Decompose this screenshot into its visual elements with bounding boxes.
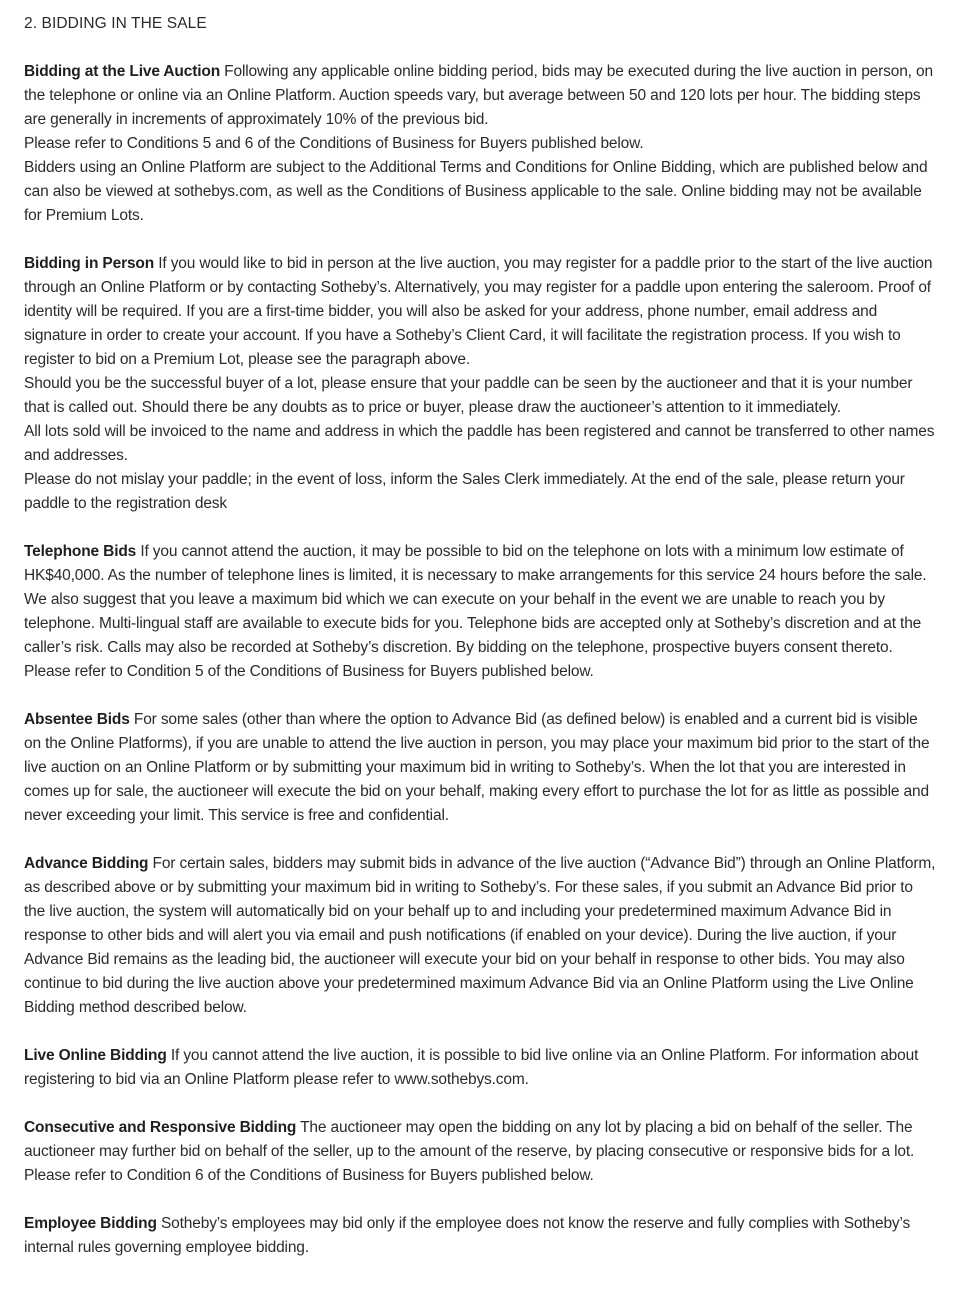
paragraph: [24, 1116, 938, 1188]
section-live-online-bidding: [24, 1044, 938, 1092]
paragraph: Bidders using an Online Platform are subject to the Additional Terms and Conditions for Online Bidding, which are published below and can also be viewed at sothebys.com, as well as the Conditions of Business applicable to the sale. Online bidding may not be available for Premium Lots.: [24, 159, 928, 224]
paragraph: [24, 60, 938, 132]
section-title: Advance Bidding: [24, 855, 149, 872]
section-title: Bidding at the Live Auction: [24, 63, 221, 80]
section-telephone-bids: [24, 540, 938, 684]
section-body-text: For some sales (other than where the option to Advance Bid (as defined below) is enabled and a current bid is visible on the Online Platforms), if you are unable to attend the live auction in person, you may place your maximum bid prior to the start of the live auction on an Online Platform or by submitting your maximum bid in writing to Sotheby’s. When the lot that you are interested in comes up for sale, the auctioneer will execute the bid on your behalf, making every effort to purchase the lot for as little as possible and never exceeding your limit. This service is free and confidential.: [24, 711, 930, 824]
paragraph: Should you be the successful buyer of a lot, please ensure that your paddle can be seen by the auctioneer and that it is your number that is called out. Should there be any doubts as to price or buyer, please draw the auctioneer’s attention to it immediately.: [24, 375, 913, 416]
section-heading: 2. BIDDING IN THE SALE: [24, 15, 207, 32]
section-body-text: If you cannot attend the live auction, it is possible to bid live online via an Online Platform. For information about registering to bid via an Online Platform please refer to www.sothebys.com.: [24, 1047, 919, 1088]
section-body-text: For certain sales, bidders may submit bids in advance of the live auction (“Advance Bid”) through an Online Platform, as described above or by submitting your maximum bid in writing to Sotheby’s. For these sales, if you submit an Advance Bid prior to the live auction, the system will automatically bid on your behalf up to and including your predetermined maximum Advance Bid in response to other bids and will alert you via email and push notifications (if enabled on your device). During the live auction, if your Advance Bid remains as the leading bid, the auctioneer will execute your bid on your behalf in response to other bids. You may also continue to bid during the live auction above your predetermined maximum Advance Bid via an Online Platform using the Live Online Bidding method described below.: [24, 855, 936, 1016]
section-title: Live Online Bidding: [24, 1047, 167, 1064]
section-title: Employee Bidding: [24, 1215, 157, 1232]
section-absentee-bids: [24, 708, 938, 828]
paragraph: Please refer to Conditions 5 and 6 of the Conditions of Business for Buyers published below.: [24, 135, 644, 152]
paragraph: All lots sold will be invoiced to the name and address in which the paddle has been registered and cannot be transferred to other names and addresses.: [24, 423, 935, 464]
section-title: Absentee Bids: [24, 711, 130, 728]
document-page: [24, 12, 938, 1284]
section-advance-bidding: [24, 852, 938, 1020]
section-body-text: Following any applicable online bidding period, bids may be executed during the live auction in person, on the telephone or online via an Online Platform. Auction speeds vary, but average between 50 and 120 lots per hour. The bidding steps are generally in increments of approximately 10% of the previous bid.: [24, 63, 933, 128]
paragraph: [24, 1044, 938, 1092]
section-body-text: Sotheby’s employees may bid only if the employee does not know the reserve and fully complies with Sotheby’s internal rules governing employee bidding.: [24, 1215, 911, 1256]
section-employee-bidding: [24, 1212, 938, 1260]
section-body-text: If you would like to bid in person at the live auction, you may register for a paddle prior to the start of the live auction through an Online Platform or by contacting Sotheby’s. Alternatively, you may register for a paddle upon entering the saleroom. Proof of identity will be required. If you are a first-time bidder, you will also be asked for your address, phone number, email address and signature in order to create your account. If you have a Sotheby’s Client Card, it will facilitate the registration process. If you wish to register to bid on a Premium Lot, please see the paragraph above.: [24, 255, 933, 368]
paragraph: [24, 252, 938, 372]
section-title: Bidding in Person: [24, 255, 155, 272]
section-title: Consecutive and Responsive Bidding: [24, 1119, 297, 1136]
section-body-text: If you cannot attend the auction, it may be possible to bid on the telephone on lots with a minimum low estimate of HK$40,000. As the number of telephone lines is limited, it is necessary to make arrangements for this service 24 hours before the sale. We also suggest that you leave a maximum bid which we can execute on your behalf in the event we are unable to reach you by telephone. Multi-lingual staff are available to execute bids for you. Telephone bids are accepted only at Sotheby’s discretion and at the caller’s risk. Calls may also be recorded at Sotheby’s discretion. By bidding on the telephone, prospective buyers consent thereto. Please refer to Condition 5 of the Conditions of Business for Buyers published below.: [24, 543, 927, 680]
section-body-text: The auctioneer may open the bidding on any lot by placing a bid on behalf of the seller. The auctioneer may further bid on behalf of the seller, up to the amount of the reserve, by placing consecutive or responsive bids for a lot. Please refer to Condition 6 of the Conditions of Business for Buyers published below.: [24, 1119, 915, 1184]
paragraph: Please do not mislay your paddle; in the event of loss, inform the Sales Clerk immediately. At the end of the sale, please return your paddle to the registration desk: [24, 471, 905, 512]
paragraph: [24, 540, 938, 684]
paragraph: [24, 852, 938, 1020]
section-bidding-at-live-auction: [24, 60, 938, 228]
section-title: Telephone Bids: [24, 543, 137, 560]
paragraph: [24, 1212, 938, 1260]
section-bidding-in-person: [24, 252, 938, 516]
paragraph: [24, 708, 938, 828]
section-consecutive-responsive-bidding: [24, 1116, 938, 1188]
sections-container: [24, 60, 938, 1260]
